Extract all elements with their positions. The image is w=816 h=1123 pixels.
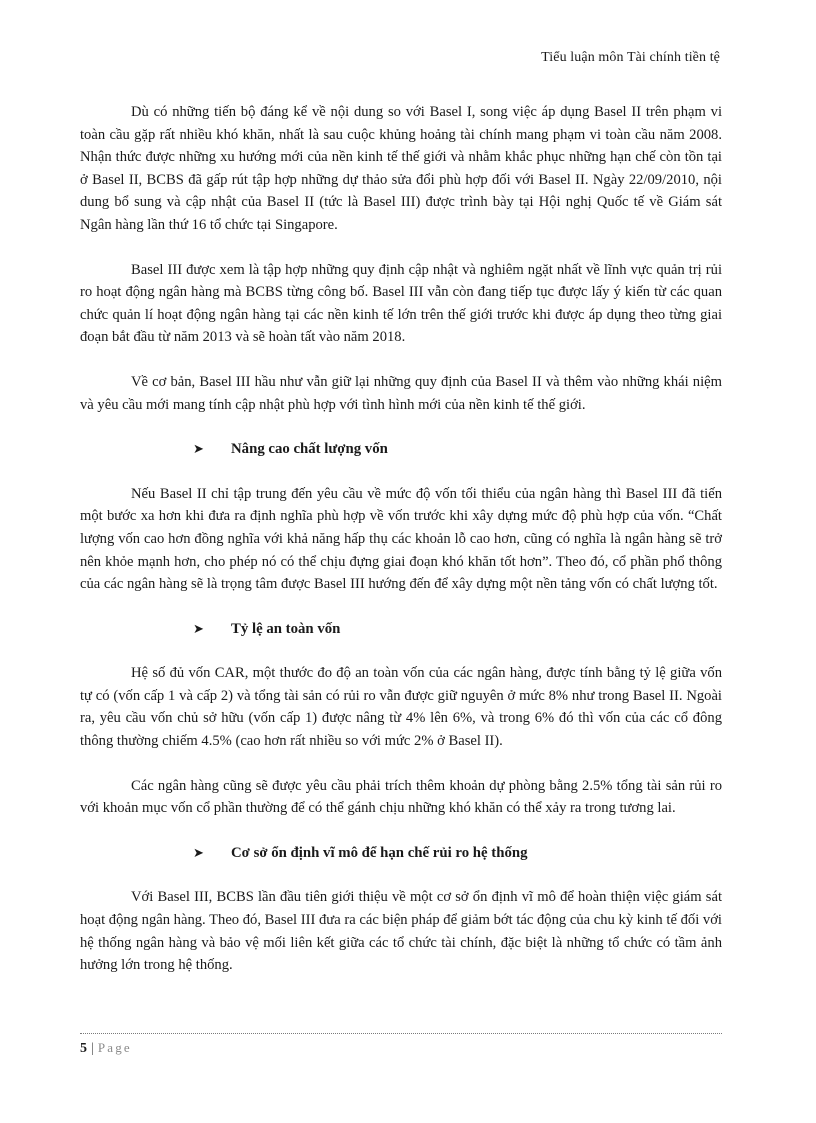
footer-divider [80, 1033, 722, 1034]
page-header-title: Tiểu luận môn Tài chính tiền tệ [541, 50, 720, 65]
footer-separator: | [91, 1041, 94, 1056]
paragraph-car-ratio: Hệ số đủ vốn CAR, một thước đo độ an toàn vốn của các ngân hàng, được tính bằng tỷ lệ giữa vốn tự có (vốn cấp 1 và cấp 2) và tổng tài sản có rủi ro vẫn được giữ nguyên ở mức 8% như trong Basel II. Ngoài ra, yêu cầu vốn chủ sở hữu (vốn cấp 1) được nâng từ 4% lên 6%, và trong 6% đó thì vốn của các cổ đông thông thường chiếm 4.5% (cao hơn rất nhiều so với mức 2% ở Basel II). [80, 665, 722, 750]
section-heading-text: Nâng cao chất lượng vốn [231, 441, 388, 458]
paragraph-macroprudential: Với Basel III, BCBS lần đầu tiên giới thiệu về một cơ sở ổn định vĩ mô để hoàn thiện việc giám sát hoạt động ngân hàng. Theo đó, Basel III đưa ra các biện pháp để giảm bớt tác động của chu kỳ kinh tế đối với hệ thống ngân hàng và bảo vệ mối liên kết giữa các tổ chức tài chính, đặc biệt là những tổ chức có tầm ảnh hưởng lớn trong hệ thống. [80, 889, 722, 974]
document-body [80, 101, 722, 999]
arrowhead-bullet-icon: ➤ [193, 441, 204, 457]
paragraph-basel-iii-overview: Basel III được xem là tập hợp những quy định cập nhật và nghiêm ngặt nhất về lĩnh vực quản trị rủi ro hoạt động ngân hàng mà BCBS từng công bố. Basel III vẫn còn đang tiếp tục được lấy ý kiến từ các quan chức quản lí hoạt động ngân hàng tại các nền kinh tế lớn trên thế giới trước khi được áp dụng theo từng giai đoạn bắt đầu từ năm 2013 và sẽ hoàn tất vào năm 2018. [80, 261, 722, 346]
page-footer [80, 1040, 132, 1057]
arrowhead-bullet-icon: ➤ [193, 620, 204, 636]
arrowhead-bullet-icon: ➤ [193, 844, 204, 860]
paragraph-capital-quality: Nếu Basel II chỉ tập trung đến yêu cầu về mức độ vốn tối thiểu của ngân hàng thì Basel III đã tiến một bước xa hơn khi đưa ra định nghĩa phù hợp về vốn trước khi xây dựng mức độ phù hợp của vốn. “Chất lượng vốn cao hơn đồng nghĩa với khả năng hấp thụ các khoản lỗ cao hơn, cũng có nghĩa là ngân hàng sẽ trở nên khỏe mạnh hơn, cho phép nó có thể chịu đựng giai đoạn khó khăn tốt hơn”. Theo đó, cổ phần phổ thông của các ngân hàng sẽ là trọng tâm được Basel III hướng đến để xây dựng một nền tảng vốn có chất lượng tốt. [80, 485, 722, 593]
paragraph-basel-iii-basics: Về cơ bản, Basel III hầu như vẫn giữ lại những quy định của Basel II và thêm vào những khái niệm và yêu cầu mới mang tính cập nhật phù hợp với tình hình mới của nền kinh tế thế giới. [80, 373, 722, 413]
section-heading-text: Tỷ lệ an toàn vốn [231, 620, 341, 637]
section-heading-text: Cơ sở ổn định vĩ mô để hạn chế rủi ro hệ thống [231, 844, 528, 861]
section-heading-capital-ratio [80, 618, 722, 641]
page-label: Page [97, 1040, 132, 1055]
paragraph-conservation-buffer: Các ngân hàng cũng sẽ được yêu cầu phải trích thêm khoản dự phòng bằng 2.5% tổng tài sản rủi ro với khoản mục vốn cổ phần thường để có thể gánh chịu những khó khăn có thể xảy ra trong tương lai. [80, 777, 722, 817]
section-heading-macroprudential [80, 842, 722, 865]
page-number: 5 [80, 1041, 87, 1056]
section-heading-capital-quality [80, 438, 722, 461]
paragraph-basel-iii-origin: Dù có những tiến bộ đáng kể về nội dung so với Basel I, song việc áp dụng Basel II trên phạm vi toàn cầu gặp rất nhiều khó khăn, nhất là sau cuộc khủng hoảng tài chính mang phạm vi toàn cầu năm 2008. Nhận thức được những xu hướng mới của nền kinh tế thế giới và nhằm khắc phục những hạn chế còn tồn tại ở Basel II, BCBS đã gấp rút tập hợp những dự thảo sửa đổi phù hợp đối với Basel II. Ngày 22/09/2010, nội dung bổ sung và cập nhật của Basel II (tức là Basel III) được trình bày tại Hội nghị Quốc tế về Giám sát Ngân hàng lần thứ 16 tổ chức tại Singapore. [80, 104, 722, 233]
